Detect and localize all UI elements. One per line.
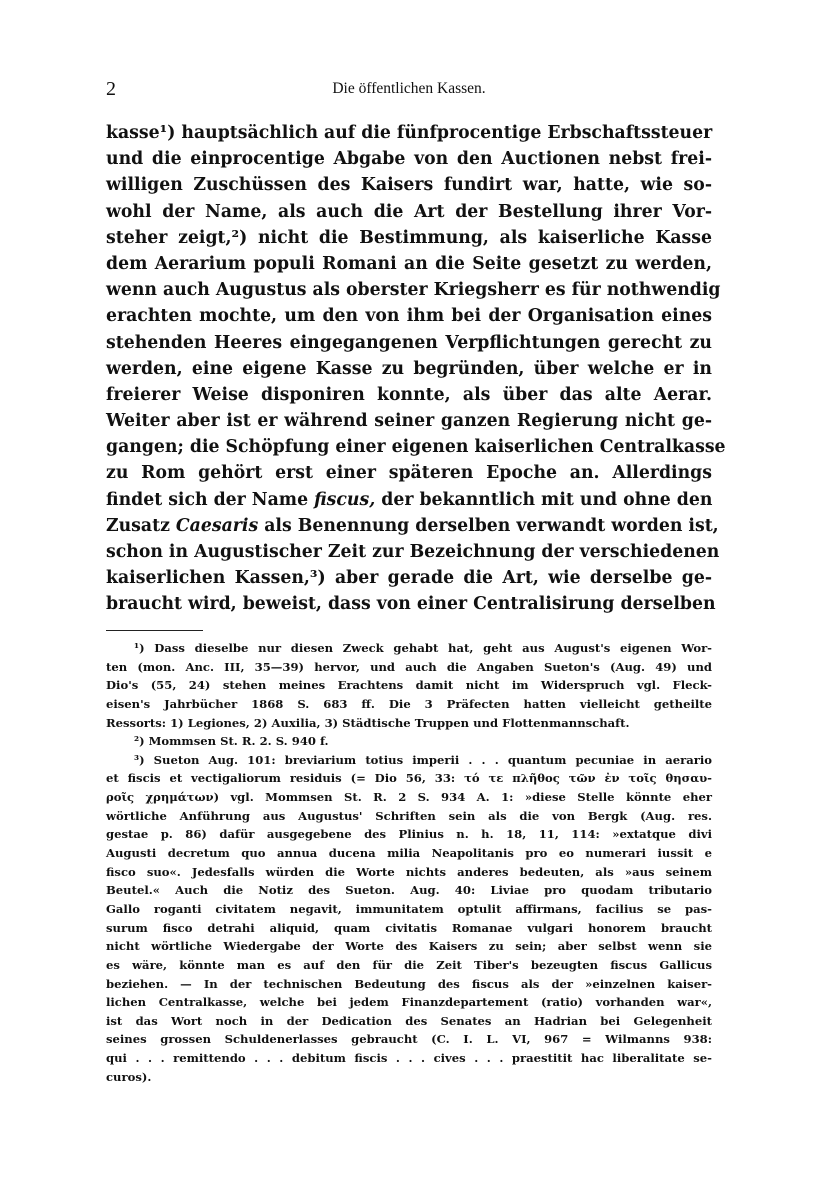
footnote-line: Gallo roganti civitatem negavit, immunitatem optulit affirmans, facilius se pas-: [106, 901, 712, 916]
footnote-line: Dio's (55, 24) stehen meines Erachtens damit nicht im Widerspruch vgl. Fleck-: [106, 678, 712, 693]
footnote-line: surum fisco detrahi aliquid, quam civitatis Romanae vulgari honorem braucht: [106, 920, 712, 935]
footnote-line: fisco suo«. Jedesfalls würden die Worte nichts anderes bedeuten, als »aus seinem: [106, 864, 712, 879]
italic-term: fiscus,: [314, 489, 376, 510]
footnote-line: ¹) Dass dieselbe nur diesen Zweck gehabt hat, geht aus August's eigenen Wor-: [134, 641, 712, 655]
body-text-line: dem Aerarium populi Romani an die Seite gesetzt zu werden,: [106, 253, 712, 274]
footnote-line: gestae p. 86) dafür ausgegebene des Plinius n. h. 18, 11, 114: »extatque divi: [106, 827, 712, 842]
body-text-line: werden, eine eigene Kasse zu begründen, über welche er in: [106, 358, 712, 379]
page-number: 2: [106, 78, 116, 100]
body-text-segment: findet sich der Name: [106, 489, 315, 510]
body-text-line: gangen; die Schöpfung einer eigenen kaiserlichen Centralkasse: [106, 437, 726, 458]
body-text-line: [106, 487, 712, 513]
body-text-line: wenn auch Augustus als oberster Kriegsherr es für nothwendig: [106, 280, 721, 301]
footnote-line: seines grossen Schuldenerlasses gebraucht (C. I. L. VI, 967 = Wilmanns 938:: [106, 1032, 712, 1047]
body-text-line: willigen Zuschüssen des Kaisers fundirt war, hatte, wie so-: [106, 175, 712, 196]
body-text-line: wohl der Name, als auch die Art der Bestellung ihrer Vor-: [106, 201, 712, 222]
body-text-line: und die einprocentige Abgabe von den Auctionen nebst frei-: [106, 149, 712, 170]
footnote-line: lichen Centralkasse, welche bei jedem Finanzdepartement (ratio) vorhanden war«,: [106, 995, 712, 1010]
body-text-line: zu Rom gehört erst einer späteren Epoche an. Allerdings: [106, 463, 712, 484]
footnote-line: ροῖς χρημάτων) vgl. Mommsen St. R. 2 S. 934 A. 1: »diese Stelle könnte eher: [106, 790, 712, 805]
footnote-line: ten (mon. Anc. III, 35—39) hervor, und auch die Angaben Sueton's (Aug. 49) und: [106, 659, 712, 674]
body-text-line: kaiserlichen Kassen,³) aber gerade die Art, wie derselbe ge-: [106, 568, 712, 589]
footnote-line: ³) Sueton Aug. 101: breviarium totius imperii . . . quantum pecuniae in aerario: [134, 752, 712, 767]
body-text-segment: Zusatz: [106, 515, 176, 536]
footnote-line: Beutel.« Auch die Notiz des Sueton. Aug. 40: Liviae pro quodam tributario: [106, 883, 712, 898]
body-text-segment: als Benennung derselben verwandt worden ist,: [258, 515, 719, 536]
page-header: [106, 78, 712, 102]
footnote-line: qui . . . remittendo . . . debitum fiscis . . . cives . . . praestitit hac liberalitate se-: [106, 1051, 712, 1066]
footnote-line: beziehen. — In der technischen Bedeutung des fiscus als der »einzelnen kaiser-: [106, 976, 712, 991]
body-text-line: schon in Augustischer Zeit zur Bezeichnung der verschiedenen: [106, 542, 720, 562]
main-body-text: [106, 120, 726, 618]
italic-term: Caesaris: [175, 515, 259, 536]
running-head: Die öffentlichen Kassen.: [332, 80, 486, 97]
footnote-line: ²) Mommsen St. R. 2. S. 940 f.: [134, 734, 329, 749]
footnote-line: Augusti decretum quo annua ducena milia Neapolitanis pro eo numerari iussit e: [106, 846, 712, 861]
footnote-line: Ressorts: 1) Legiones, 2) Auxilia, 3) Städtische Truppen und Flottenmannschaft.: [106, 715, 630, 730]
body-text-line: erachten mochte, um den von ihm bei der Organisation eines: [106, 306, 712, 327]
footnote-line: curos).: [106, 1069, 152, 1084]
body-text-segment: der bekanntlich mit und ohne den: [375, 489, 713, 510]
footnotes: [106, 639, 712, 1086]
footnote-line: nicht wörtliche Wiedergabe der Worte des Kaisers zu sein; aber selbst wenn sie: [106, 939, 712, 954]
body-text-line: Weiter aber ist er während seiner ganzen Regierung nicht ge-: [106, 411, 712, 432]
body-text-line: stehenden Heeres eingegangenen Verpflichtungen gerecht zu: [106, 332, 712, 353]
footnote-line: ist das Wort noch in der Dedication des Senates an Hadrian bei Gelegenheit: [106, 1013, 712, 1028]
body-text-line: steher zeigt,²) nicht die Bestimmung, als kaiserliche Kasse: [106, 227, 712, 248]
body-text-line: freierer Weise disponiren konnte, als über das alte Aerar.: [106, 384, 712, 405]
footnote-line: et fiscis et vectigaliorum residuis (= Dio 56, 33: τό τε πλῆθος τῶν ἐν τοῖς θησαυ-: [106, 771, 712, 786]
footnote-separator-rule: [106, 630, 203, 631]
body-text-line: [106, 513, 719, 539]
body-text-line: kasse¹) hauptsächlich auf die fünfprocentige Erbschaftssteuer: [106, 123, 713, 143]
footnote-line: eisen's Jahrbücher 1868 S. 683 ff. Die 3 Präfecten hatten vielleicht getheilte: [106, 696, 712, 711]
body-text-line: braucht wird, beweist, dass von einer Centralisirung derselben: [106, 594, 716, 615]
footnote-line: wörtliche Anführung aus Augustus' Schriften sein als die von Bergk (Aug. res.: [106, 808, 712, 823]
footnote-line: es wäre, könnte man es auf den für die Zeit Tiber's bezeugten fiscus Gallicus: [106, 957, 712, 972]
